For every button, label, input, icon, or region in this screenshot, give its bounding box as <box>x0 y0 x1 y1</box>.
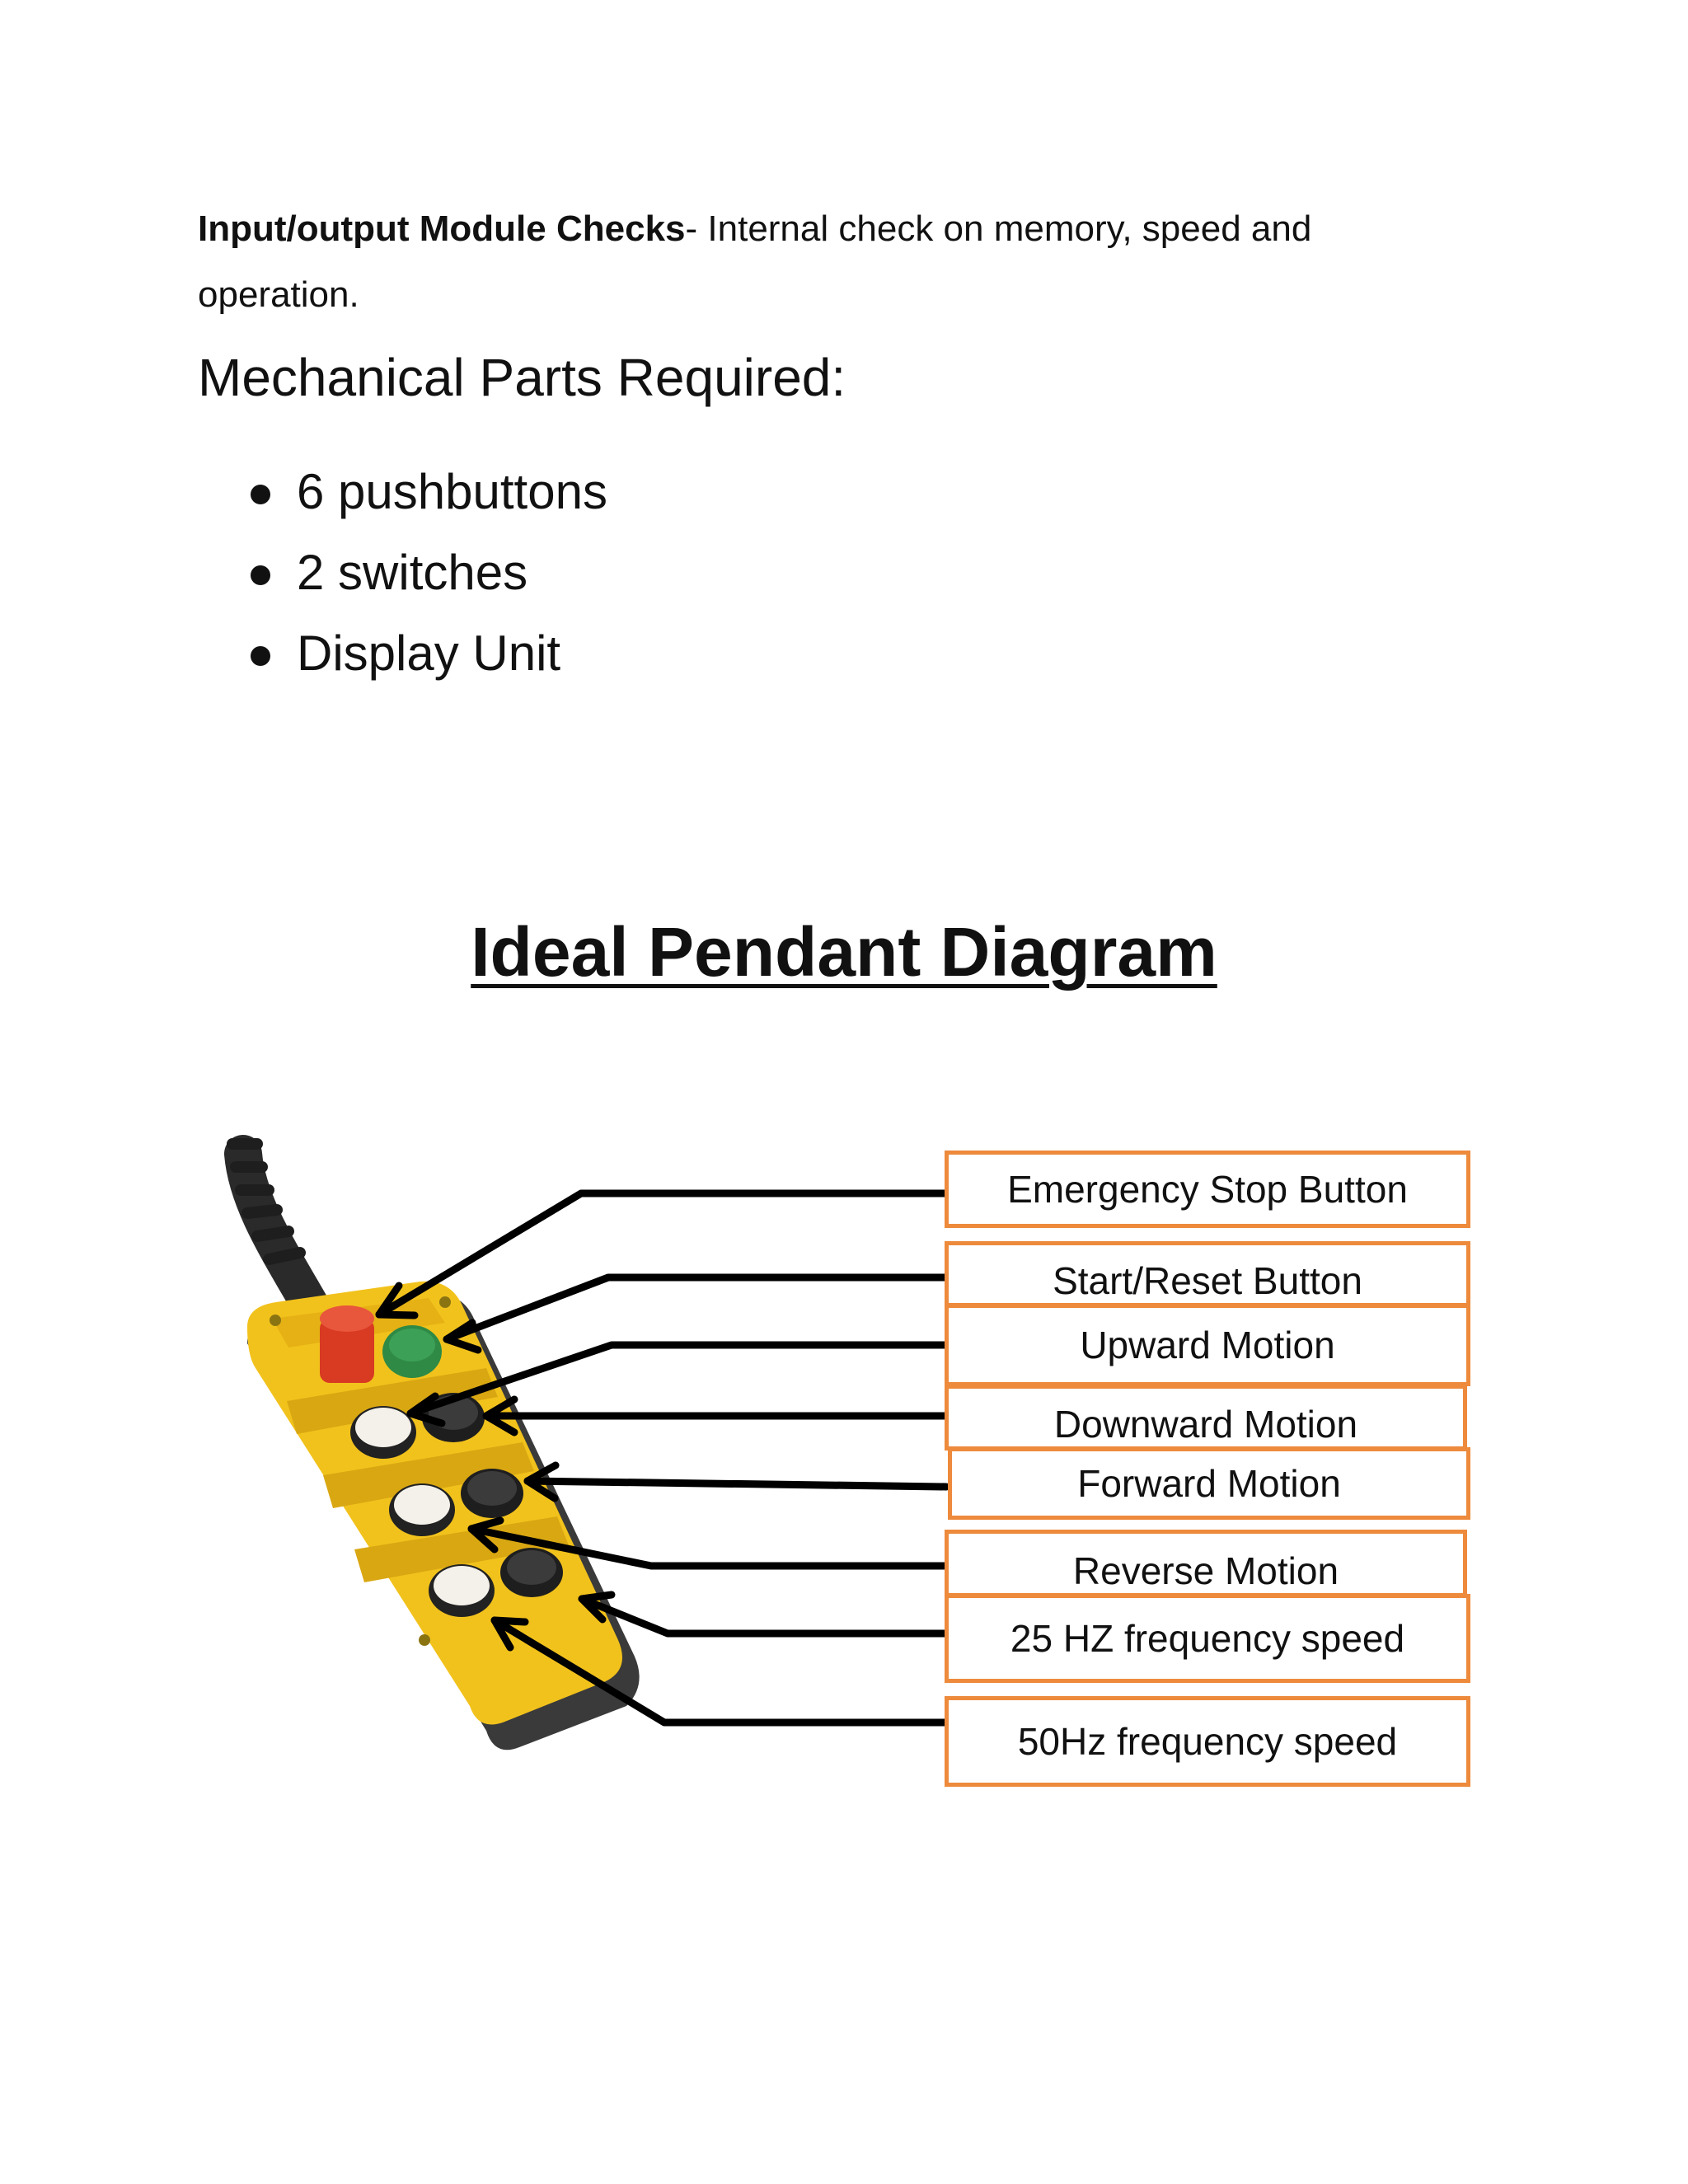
reverse-button <box>461 1469 523 1518</box>
list-item: 2 switches <box>247 532 607 613</box>
label-50hz-speed: 50Hz frequency speed <box>945 1696 1470 1787</box>
bullet-icon <box>251 646 270 666</box>
diagram-title: Ideal Pendant Diagram <box>471 913 1217 991</box>
bullet-icon <box>251 565 270 585</box>
label-start-reset: Start/Reset Button <box>945 1241 1470 1307</box>
stop-button <box>320 1305 374 1383</box>
leader-50hz <box>495 1620 946 1722</box>
io-module-checks-paragraph <box>198 196 1434 328</box>
pendant-cable <box>232 1144 313 1310</box>
label-forward-motion: Forward Motion <box>948 1447 1470 1520</box>
list-item: 6 pushbuttons <box>247 452 607 532</box>
mechanical-parts-list <box>247 452 607 694</box>
io-module-checks-label: Input/output Module Checks <box>198 209 686 249</box>
mechanical-parts-heading: Mechanical Parts Required: <box>198 348 846 407</box>
list-item: Display Unit <box>247 613 607 694</box>
leader-upward <box>410 1345 946 1423</box>
bullet-icon <box>251 485 270 504</box>
label-25hz-speed: 25 HZ frequency speed <box>945 1594 1470 1683</box>
label-emergency-stop: Emergency Stop Button <box>945 1151 1470 1228</box>
leader-reverse <box>471 1521 946 1566</box>
downward-button <box>422 1393 485 1442</box>
upward-button <box>350 1406 416 1459</box>
pendant-body <box>247 1282 640 1750</box>
leader-forward <box>528 1465 946 1498</box>
leader-downward <box>486 1399 946 1432</box>
leader-start-reset <box>447 1277 946 1350</box>
label-reverse-motion: Reverse Motion <box>945 1530 1467 1597</box>
io-module-checks-text: - Internal check on memory, speed and operation. <box>198 209 1312 315</box>
label-upward-motion: Upward Motion <box>945 1304 1470 1386</box>
label-downward-motion: Downward Motion <box>945 1385 1467 1451</box>
forward-button <box>389 1483 455 1536</box>
speed-50hz-button <box>500 1548 563 1597</box>
leader-25hz <box>582 1595 946 1633</box>
leader-emergency-stop <box>379 1193 946 1315</box>
speed-25hz-button <box>429 1564 495 1617</box>
start-reset-button <box>382 1325 442 1378</box>
